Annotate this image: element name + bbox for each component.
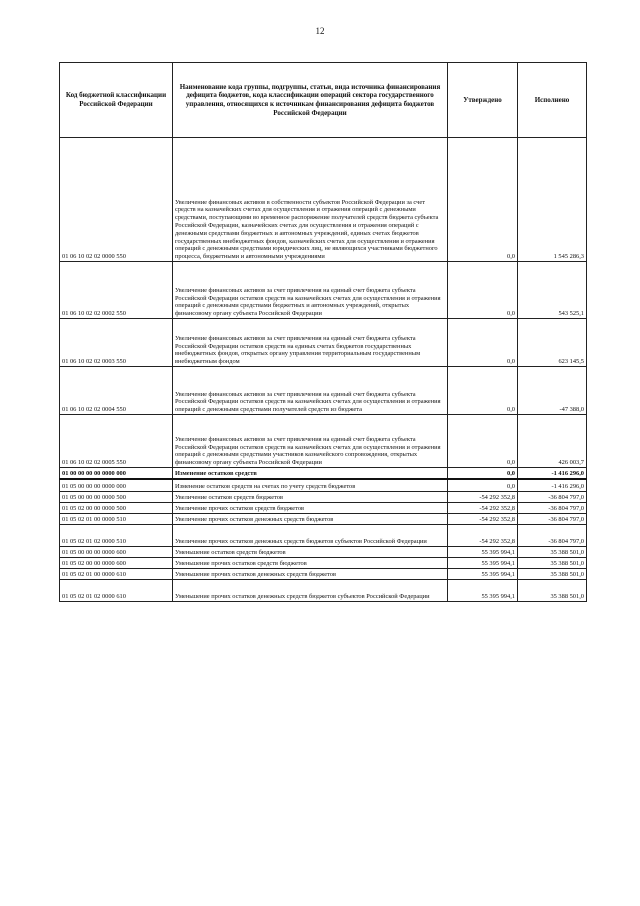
cell-approved: 0,0 [448,319,518,367]
table-row [60,569,587,580]
cell-code: 01 06 10 02 02 0005 550 [60,415,173,468]
cell-approved: 0,0 [448,367,518,415]
cell-name: Уменьшение прочих остатков денежных средств бюджетов [173,569,448,580]
page-number: 12 [315,26,325,36]
cell-approved: -54 292 352,8 [448,503,518,514]
cell-code: 01 06 10 02 02 0003 550 [60,319,173,367]
cell-executed: 543 525,1 [518,262,587,319]
cell-executed: -47 388,0 [518,367,587,415]
cell-code: 01 05 00 00 00 0000 000 [60,479,173,492]
cell-executed: 623 145,5 [518,319,587,367]
cell-executed: 35 388 501,0 [518,558,587,569]
cell-name: Увеличение финансовых активов за счет привлечения на единый счет бюджета субъекта Российской Федерации остатков средств на казначейских счетах для осуществления и отражения операций с денежными средствами бюджетных и автономных учреждений, открытых финансовому органу субъекта Российской Федерации [173,262,448,319]
cell-name: Изменение остатков средств [173,468,448,479]
cell-code: 01 05 02 01 00 0000 510 [60,514,173,525]
cell-name: Увеличение прочих остатков денежных средств бюджетов [173,514,448,525]
cell-executed: -36 804 797,0 [518,525,587,547]
cell-code: 01 05 00 00 00 0000 600 [60,547,173,558]
cell-code: 01 00 00 00 00 0000 000 [60,468,173,479]
cell-executed: 35 388 501,0 [518,547,587,558]
cell-executed: -36 804 797,0 [518,492,587,503]
cell-name: Увеличение прочих остатков денежных средств бюджетов субъектов Российской Федерации [173,525,448,547]
cell-code: 01 05 02 00 00 0000 600 [60,558,173,569]
cell-name: Увеличение прочих остатков средств бюджетов [173,503,448,514]
budget-table [59,62,587,602]
cell-name: Увеличение финансовых активов за счет привлечения на единый счет бюджета субъекта Российской Федерации остатков средств на казначейских счетах для осуществления и отражения операций с денежными средствами участников казначейского сопровождения, открытых финансовому органу субъекта Российской Федерации [173,415,448,468]
header-executed: Исполнено [518,63,587,138]
cell-approved: 0,0 [448,415,518,468]
table-row [60,468,587,479]
table-row [60,367,587,415]
table-row [60,138,587,262]
cell-executed: 1 545 286,3 [518,138,587,262]
cell-executed: -36 804 797,0 [518,503,587,514]
cell-code: 01 06 10 02 02 0000 550 [60,138,173,262]
cell-code: 01 06 10 02 02 0004 550 [60,367,173,415]
cell-code: 01 05 02 01 02 0000 510 [60,525,173,547]
cell-approved: 0,0 [448,468,518,479]
cell-name: Уменьшение прочих остатков денежных средств бюджетов субъектов Российской Федерации [173,580,448,602]
cell-name: Уменьшение прочих остатков средств бюджетов [173,558,448,569]
table-row [60,580,587,602]
cell-name: Увеличение финансовых активов в собственности субъектов Российской Федерации за счет средств на казначейских счетах для осуществления и отражения операций с денежными средствами, поступающими во временное распоряжение получателей средств бюджета субъекта Российской Федерации, казначейских счетах для осуществления и отражения операций с денежными средствами бюджетных и автономных учреждений, единых счетах бюджетов государственных внебюджетных фондов, казначейских счетах для осуществления и отражения операций с денежными средствами юридических лиц, не являющихся участниками бюджетного процесса, бюджетными и автономными учреждениями [173,138,448,262]
cell-approved: 0,0 [448,138,518,262]
table-row [60,558,587,569]
table-header-row [60,63,587,138]
header-approved: Утверждено [448,63,518,138]
table-row [60,514,587,525]
table-row [60,525,587,547]
cell-code: 01 06 10 02 02 0002 550 [60,262,173,319]
cell-approved: 0,0 [448,479,518,492]
table-body [60,138,587,602]
cell-name: Изменение остатков средств на счетах по учету средств бюджетов [173,479,448,492]
cell-executed: -1 416 296,0 [518,468,587,479]
table-row [60,415,587,468]
table-row [60,503,587,514]
cell-executed: 35 388 501,0 [518,580,587,602]
header-name: Наименование кода группы, подгруппы, статьи, вида источника финансирования дефицита бюджетов, кода классификации операций сектора государственного управления, относящихся к источникам финансирования дефицита бюджетов Российской Федерации [173,63,448,138]
cell-approved: 55 395 994,1 [448,558,518,569]
cell-approved: 55 395 994,1 [448,580,518,602]
cell-approved: 55 395 994,1 [448,569,518,580]
cell-name: Уменьшение остатков средств бюджетов [173,547,448,558]
table-row [60,547,587,558]
cell-approved: -54 292 352,8 [448,525,518,547]
cell-executed: -1 416 296,0 [518,479,587,492]
cell-name: Увеличение финансовых активов за счет привлечения на единый счет бюджета субъекта Российской Федерации остатков средств на казначейских счетах для осуществления и отражения операций с денежными средствами получателей средств из бюджета [173,367,448,415]
cell-executed: 35 388 501,0 [518,569,587,580]
table-row [60,319,587,367]
table-row [60,479,587,492]
cell-name: Увеличение остатков средств бюджетов [173,492,448,503]
cell-approved: -54 292 352,8 [448,492,518,503]
cell-code: 01 05 00 00 00 0000 500 [60,492,173,503]
header-code: Код бюджетной классификации Российской Федерации [60,63,173,138]
cell-name: Увеличение финансовых активов за счет привлечения на единый счет бюджета субъекта Российской Федерации остатков средств на единых счетах бюджетов государственных внебюджетных фондов, открытых органу управления территориальным государственным внебюджетным фондом [173,319,448,367]
cell-executed: -36 804 797,0 [518,514,587,525]
table-row [60,262,587,319]
cell-code: 01 05 02 01 02 0000 610 [60,580,173,602]
cell-code: 01 05 02 01 00 0000 610 [60,569,173,580]
cell-code: 01 05 02 00 00 0000 500 [60,503,173,514]
cell-executed: 426 003,7 [518,415,587,468]
cell-approved: 0,0 [448,262,518,319]
table-row [60,492,587,503]
cell-approved: 55 395 994,1 [448,547,518,558]
cell-approved: -54 292 352,8 [448,514,518,525]
